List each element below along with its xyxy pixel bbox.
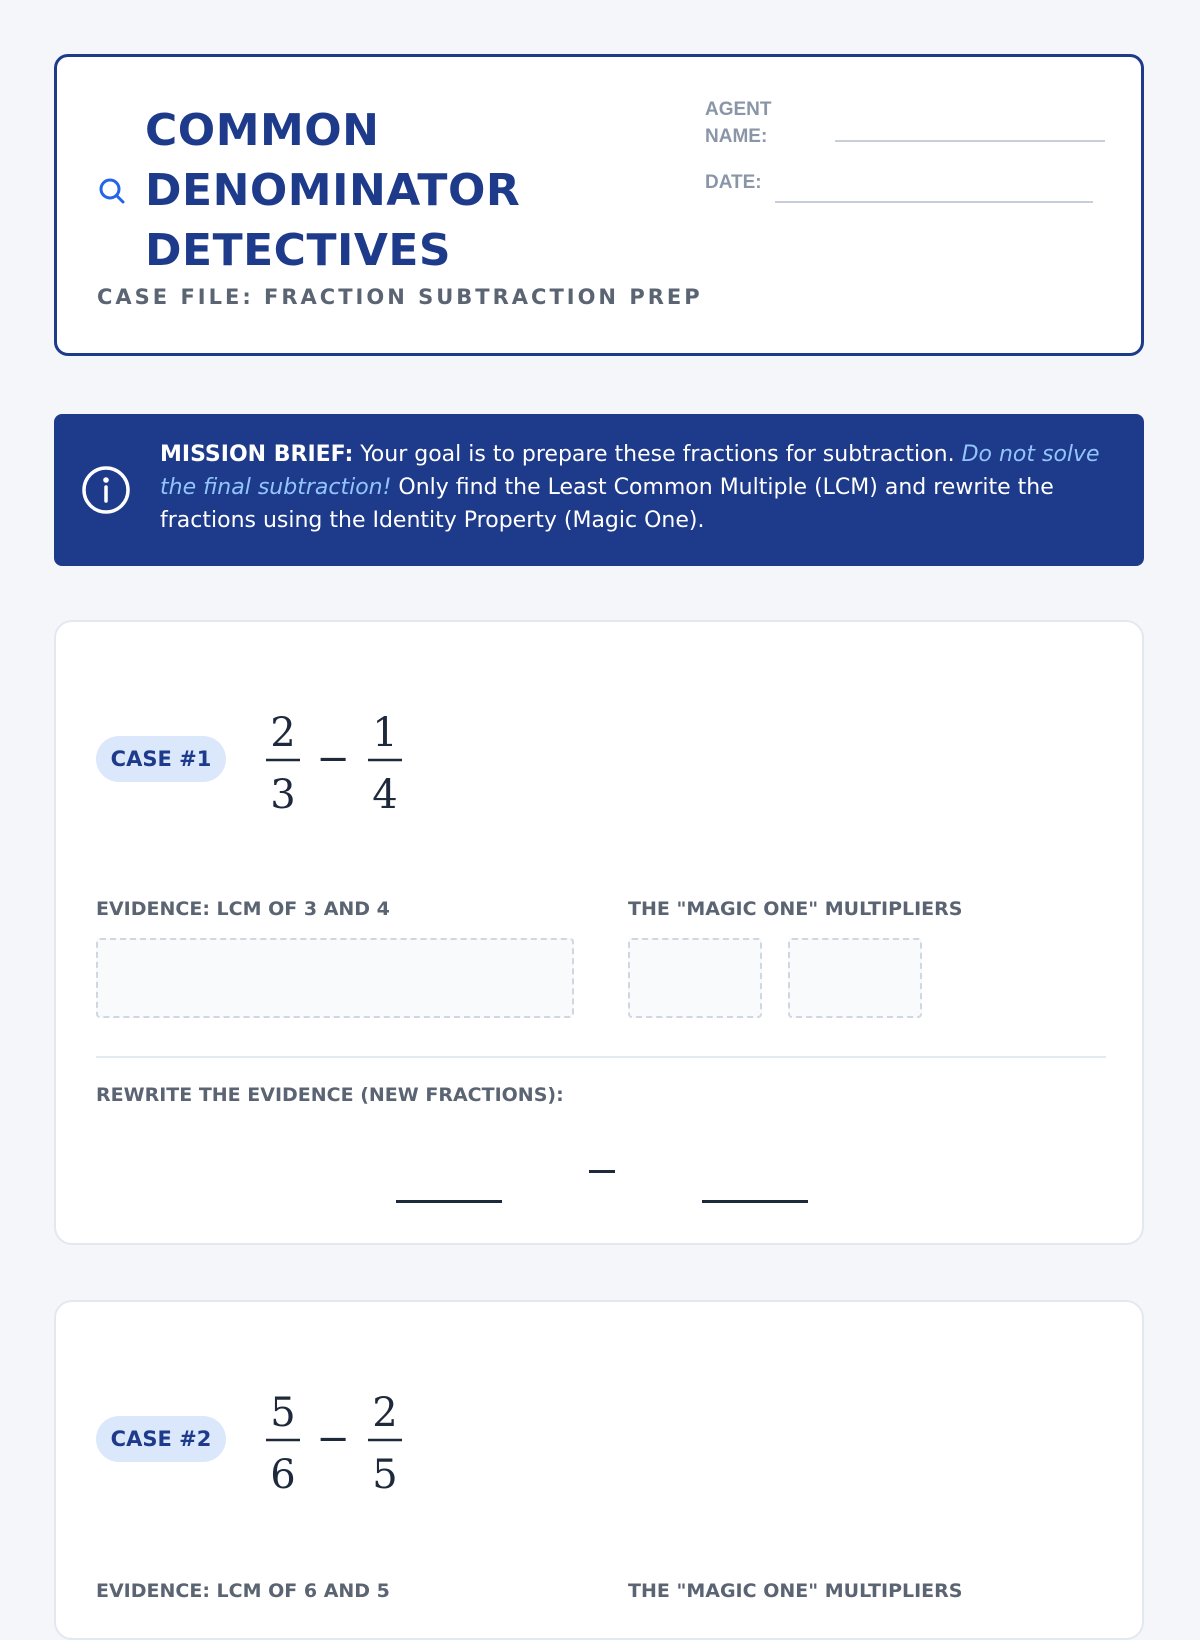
brief-text-2: Only find the Least Common Multiple (LCM) and rewrite the fractions using the Identity Property (Magic One). <box>160 475 1054 533</box>
mission-brief <box>54 414 1144 566</box>
date-field[interactable] <box>775 201 1093 203</box>
fraction-2-numerator: 2 <box>372 1390 398 1436</box>
agent-label-line: AGENT <box>705 99 772 120</box>
divider <box>96 1056 1106 1058</box>
subtraction-operator: − <box>316 736 350 782</box>
multiplier-box-1[interactable] <box>628 938 762 1018</box>
case-card-1 <box>54 620 1144 1245</box>
title-line: DETECTIVES <box>145 225 452 276</box>
new-fraction-2-line[interactable] <box>702 1200 808 1203</box>
date-label: DATE: <box>705 172 762 193</box>
magic-one-label: THE "MAGIC ONE" MULTIPLIERS <box>628 898 963 920</box>
agent-name-label <box>705 96 772 150</box>
fraction-1-denominator: 3 <box>270 772 296 818</box>
fraction-2-numerator: 1 <box>372 710 398 756</box>
lcm-label: EVIDENCE: LCM OF 6 AND 5 <box>96 1580 390 1602</box>
rewrite-label: REWRITE THE EVIDENCE (NEW FRACTIONS): <box>96 1084 564 1106</box>
case-badge: CASE #2 <box>96 1416 226 1462</box>
agent-label-line: NAME: <box>705 126 768 147</box>
case-badge: CASE #1 <box>96 736 226 782</box>
subtraction-operator: − <box>316 1416 350 1462</box>
case-2-expression <box>256 1372 416 1502</box>
page-title <box>145 101 520 281</box>
lcm-label: EVIDENCE: LCM OF 3 AND 4 <box>96 898 390 920</box>
search-icon <box>97 176 127 206</box>
fraction-1-numerator: 5 <box>270 1390 296 1436</box>
fraction-1-numerator: 2 <box>270 710 296 756</box>
multiplier-box-2[interactable] <box>788 938 922 1018</box>
page-subtitle: CASE FILE: FRACTION SUBTRACTION PREP <box>97 285 703 309</box>
title-line: COMMON <box>145 105 380 156</box>
fraction-2-denominator: 4 <box>372 772 398 818</box>
case-1-expression <box>256 692 416 822</box>
mission-brief-text <box>160 438 1110 537</box>
new-fraction-1-line[interactable] <box>396 1200 502 1203</box>
fraction-2-denominator: 5 <box>372 1452 398 1498</box>
case-file-header <box>54 54 1144 356</box>
magic-one-label: THE "MAGIC ONE" MULTIPLIERS <box>628 1580 963 1602</box>
lcm-answer-box[interactable] <box>96 938 574 1018</box>
info-icon <box>80 464 132 516</box>
brief-lead: MISSION BRIEF: <box>160 442 354 467</box>
agent-name-field[interactable] <box>835 140 1105 142</box>
title-line: DENOMINATOR <box>145 165 521 216</box>
brief-warning: Do not solve the final subtraction! <box>160 442 1100 500</box>
minus-sign <box>589 1170 615 1173</box>
fraction-1-denominator: 6 <box>270 1452 296 1498</box>
title-row <box>97 101 520 281</box>
case-card-2 <box>54 1300 1144 1640</box>
brief-text-1: Your goal is to prepare these fractions for subtraction. <box>353 442 962 467</box>
